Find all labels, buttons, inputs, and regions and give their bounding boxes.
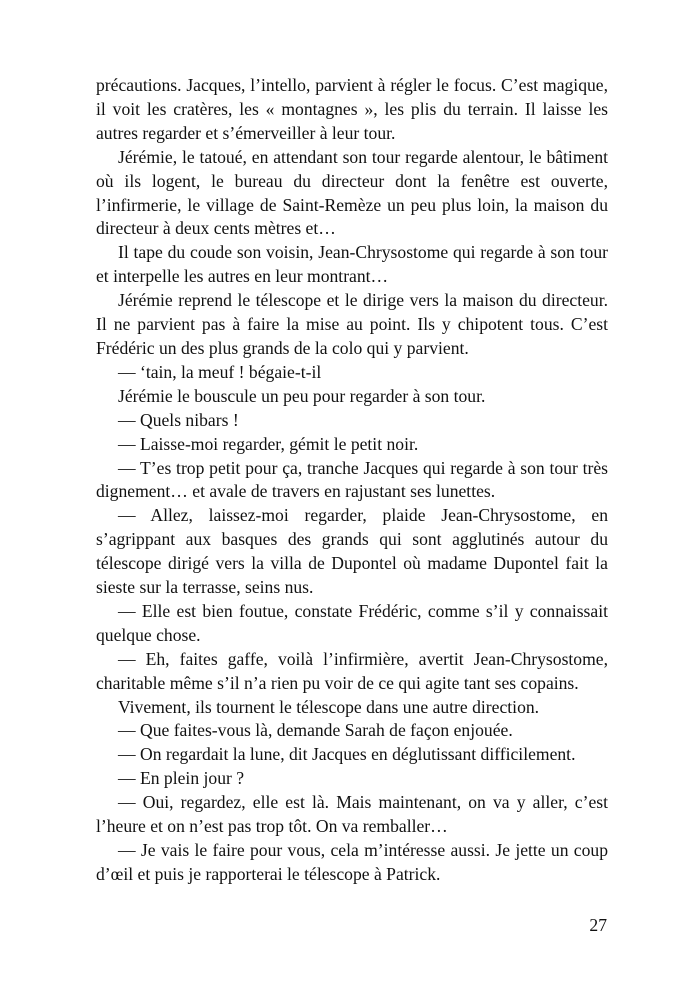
dialogue-line: — Laisse-moi regarder, gémit le petit noir. (118, 433, 419, 454)
dialogue-line: — Quels nibars ! (118, 409, 239, 430)
paragraph-3: Il tape du coude son voisin, Jean-Chrysostome qui regarde à son tour et interpelle les autres en leur montrant… (96, 242, 608, 287)
dialogue-line: — Oui, regardez, elle est là. Mais maintenant, on va y aller, c’est l’heure et on n’est pas trop tôt. On va remballer… (96, 792, 608, 837)
page-number: 27 (589, 915, 607, 935)
dialogue-line: — Je vais le faire pour vous, cela m’intéresse aussi. Je jette un coup d’œil et puis je rapporterai le télescope à Patrick. (96, 840, 608, 884)
dialogue-line: — Allez, laissez-moi regarder, plaide Jean-Chrysostome, en s’agrippant aux basques des grands qui sont agglutinés autour du télescope dirigé vers la villa de Dupontel où madame Dupontel fait la sieste sur la terrasse, seins nus. (96, 505, 608, 598)
dialogue-line: — ‘tain, la meuf ! bégaie-t-il (118, 361, 322, 382)
dialogue-line: — Que faites-vous là, demande Sarah de façon enjouée. (118, 720, 513, 741)
dialogue-line: — T’es trop petit pour ça, tranche Jacques qui regarde à son tour très dignement… et avale de travers en rajustant ses lunettes. (96, 457, 608, 502)
paragraph-4: Jérémie reprend le télescope et le dirige vers la maison du directeur. Il ne parvient pas à faire la mise au point. Ils y chipotent tous. C’est Frédéric un des plus grands de la colo qui y parvient. (96, 290, 608, 358)
paragraph-13: Vivement, ils tournent le télescope dans une autre direction. (118, 696, 540, 717)
dialogue-line: — On regardait la lune, dit Jacques en déglutissant difficilement. (118, 744, 576, 765)
paragraph-1: précautions. Jacques, l’intello, parvient à régler le focus. C’est magique, il voit les cratères, les « montagnes », les plis du terrain. Il laisse les autres regarder et s’émerveiller à leur tour. (96, 75, 608, 143)
body-text (96, 74, 608, 887)
dialogue-line: — Eh, faites gaffe, voilà l’infirmière, avertit Jean-Chrysostome, charitable même s’il n’a rien pu voir de ce qui agite tant ses copains. (96, 648, 608, 693)
paragraph-6: Jérémie le bouscule un peu pour regarder à son tour. (118, 385, 486, 406)
dialogue-line: — En plein jour ? (118, 768, 245, 789)
dialogue-line: — Elle est bien foutue, constate Frédéric, comme s’il y connaissait quelque chose. (96, 600, 608, 645)
paragraph-2: Jérémie, le tatoué, en attendant son tour regarde alentour, le bâtiment où ils logent, le bureau du directeur dont la fenêtre est ouverte, l’infirmerie, le village de Saint-Remèze un peu plus loin, la maison du directeur à deux cents mètres et… (96, 146, 608, 239)
